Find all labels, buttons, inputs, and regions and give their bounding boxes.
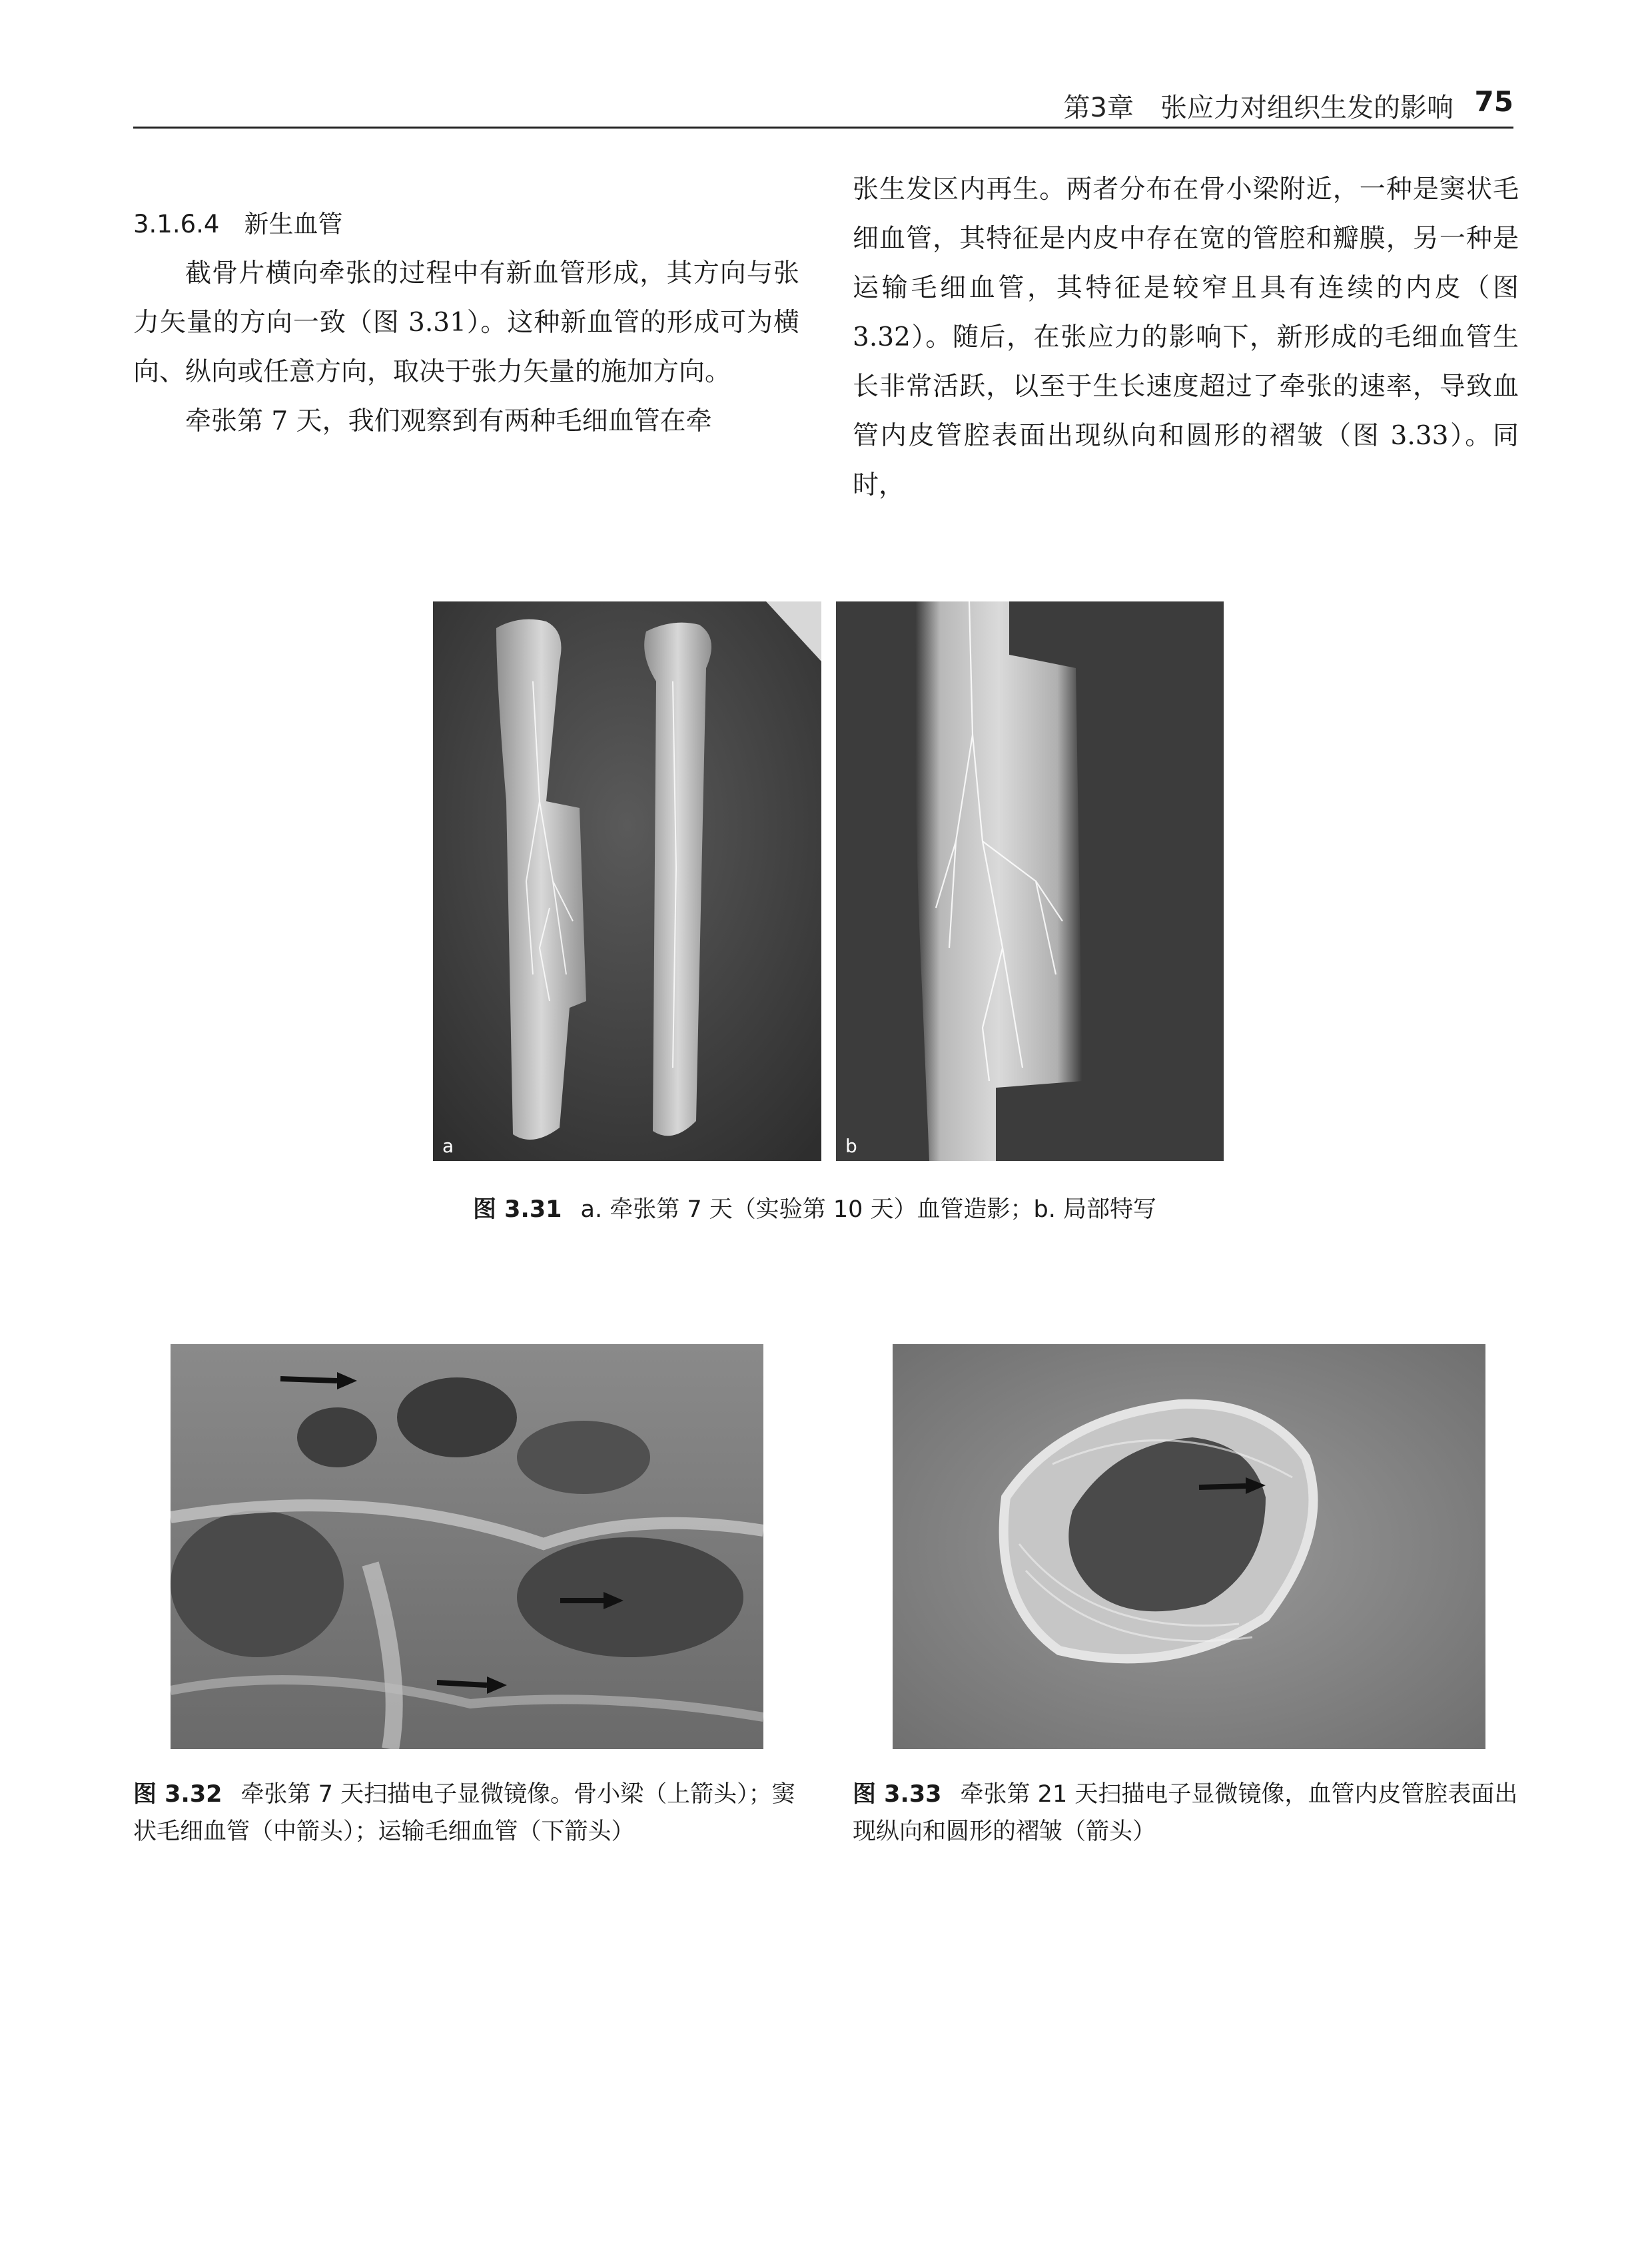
caption-text: a. 牵张第 7 天（实验第 10 天）血管造影；b. 局部特写 [580,1196,1157,1223]
caption-number: 图 3.31 [473,1196,562,1223]
figure-3-31-panel-b [836,601,1224,1161]
figure-3-33-caption [853,1776,1519,1850]
page-number: 75 [1474,85,1513,118]
figure-3-32-caption [133,1776,799,1850]
caption-text: 牵张第 21 天扫描电子显微镜像，血管内皮管腔表面出现纵向和圆形的褶皱（箭头） [853,1781,1518,1845]
panel-label-a: a [442,1135,454,1157]
section-heading: 3.1.6.4 新生血管 [133,210,343,238]
angiogram-bones-image [433,601,821,1161]
body-paragraph: 截骨片横向牵张的过程中有新血管形成，其方向与张力矢量的方向一致（图 3.31）。这种新血管的形成可为横向、纵向或任意方向，取决于张力矢量的施加方向。 [133,258,799,387]
body-paragraph: 张生发区内再生。两者分布在骨小梁附近，一种是窦状毛细血管，其特征是内皮中存在宽的管腔和瓣膜，另一种是运输毛细血管，其特征是较窄且具有连续的内皮（图 3.32）。随后，在张应力的影响下，新形成的毛细血管生长非常活跃，以至于生长速度超过了牵张的速率，导致血管内皮管腔表面出现纵向和圆形的褶皱（图 3.33）。同时， [853,175,1519,500]
angiogram-closeup-image [836,601,1224,1161]
panel-label-b: b [845,1135,857,1157]
figure-3-31-caption [473,1191,1339,1228]
caption-text: 牵张第 7 天扫描电子显微镜像。骨小梁（上箭头）；窦状毛细血管（中箭头）；运输毛细血管（下箭头） [133,1781,795,1845]
body-paragraph: 牵张第 7 天，我们观察到有两种毛细血管在牵 [185,406,712,436]
caption-number: 图 3.32 [133,1781,222,1808]
caption-number: 图 3.33 [853,1781,942,1808]
figure-3-33-sem-image [893,1344,1485,1749]
figure-3-31-panel-a [433,601,821,1161]
left-text-column [133,200,799,446]
running-header [133,79,1513,129]
chapter-title: 第3章 张应力对组织生发的影响 [1063,93,1453,123]
figure-3-32-sem-image [171,1344,763,1749]
right-text-column [853,165,1519,510]
